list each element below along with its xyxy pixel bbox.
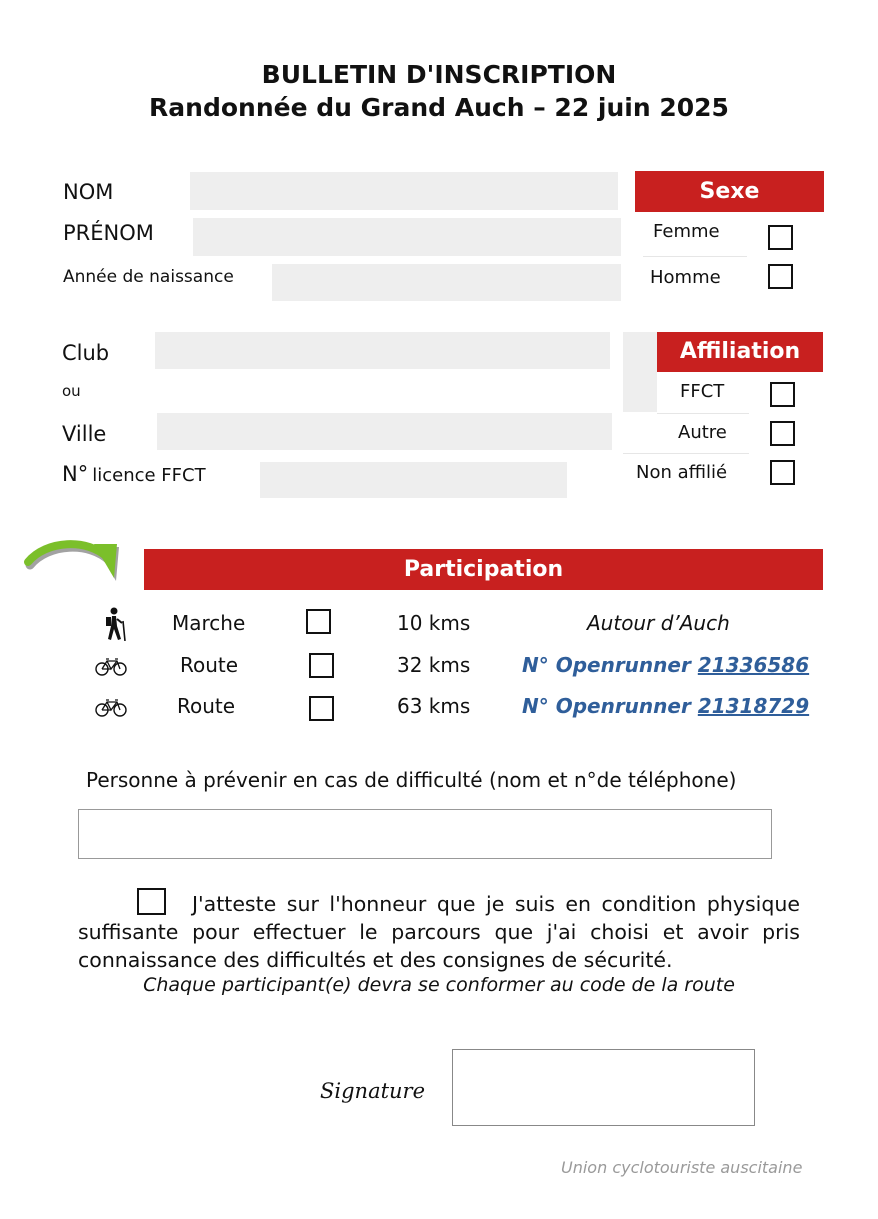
arrow-icon [22, 532, 122, 588]
row-type: Marche [172, 611, 246, 635]
ville-label: Ville [62, 422, 107, 446]
homme-checkbox[interactable] [768, 264, 793, 289]
club-label: Club [62, 341, 110, 365]
autre-label: Autre [678, 422, 727, 443]
road-code-note: Chaque participant(e) devra se conformer au code de la route [143, 974, 735, 996]
form-title: BULLETIN D'INSCRIPTION [261, 60, 617, 89]
nom-label: NOM [63, 180, 114, 204]
ville-input[interactable] [157, 413, 612, 450]
nom-input[interactable] [190, 172, 618, 210]
row-detail: Autour d’Auch [587, 611, 730, 635]
club-input[interactable] [155, 332, 610, 369]
homme-label: Homme [650, 267, 721, 288]
attest-text: J'atteste sur l'honneur que je suis en condition physique suffisante pour effectuer le parcours que j'ai choisi et avoir pris connaissance des difficultés et des consignes de sécurité. [78, 892, 800, 972]
femme-label: Femme [653, 221, 720, 242]
form-subtitle: Randonnée du Grand Auch – 22 juin 2025 [149, 93, 729, 122]
openrunner-number[interactable]: 21336586 [697, 653, 810, 677]
route-63-checkbox[interactable] [309, 696, 334, 721]
affiliation-shade [623, 332, 657, 412]
annee-label: Année de naissance [63, 267, 234, 287]
annee-input[interactable] [272, 264, 621, 301]
row-distance: 63 kms [397, 694, 471, 718]
row-type: Route [177, 694, 236, 718]
bicycle-icon [95, 697, 127, 717]
marche-checkbox[interactable] [306, 609, 331, 634]
openrunner-link[interactable] [522, 694, 809, 718]
bicycle-icon [95, 656, 127, 676]
prenom-input[interactable] [193, 218, 621, 256]
licence-label [62, 462, 206, 486]
contact-input[interactable] [78, 809, 772, 859]
contact-label: Personne à prévenir en cas de difficulté (nom et n°de téléphone) [86, 768, 737, 792]
row-type: Route [180, 653, 239, 677]
femme-checkbox[interactable] [768, 225, 793, 250]
signature-label: Signature [320, 1079, 426, 1103]
non-affilie-checkbox[interactable] [770, 460, 795, 485]
ou-label: ou [62, 382, 81, 400]
openrunner-link[interactable] [522, 653, 809, 677]
divider [623, 453, 749, 454]
route-32-checkbox[interactable] [309, 653, 334, 678]
openrunner-label: N° Openrunner [522, 653, 691, 677]
affiliation-header: Affiliation [657, 332, 823, 372]
signature-box[interactable] [452, 1049, 755, 1126]
licence-prefix: N° [62, 462, 89, 486]
openrunner-label: N° Openrunner [522, 694, 691, 718]
row-distance: 10 kms [397, 611, 471, 635]
divider [643, 256, 747, 257]
non-affilie-label: Non affilié [636, 462, 728, 483]
ffct-label: FFCT [680, 381, 725, 402]
ffct-checkbox[interactable] [770, 382, 795, 407]
prenom-label: PRÉNOM [63, 221, 154, 245]
divider [657, 413, 749, 414]
participation-header: Participation [144, 549, 823, 590]
openrunner-number[interactable]: 21318729 [697, 694, 810, 718]
row-distance: 32 kms [397, 653, 471, 677]
licence-input[interactable] [260, 462, 567, 498]
sexe-header: Sexe [635, 171, 824, 212]
licence-text: licence FFCT [92, 465, 206, 486]
autre-checkbox[interactable] [770, 421, 795, 446]
hiker-icon [103, 607, 127, 641]
organization-name: Union cyclotouriste auscitaine [561, 1158, 803, 1177]
